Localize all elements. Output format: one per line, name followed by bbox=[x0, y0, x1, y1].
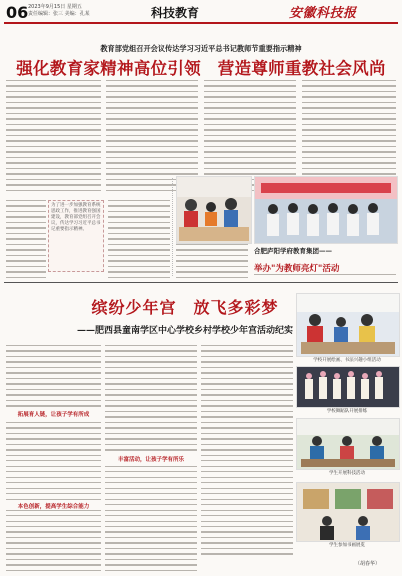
column-divider bbox=[172, 178, 173, 276]
feature-subhead-3: 丰富活动，让孩子学有所乐 bbox=[105, 455, 197, 463]
photo-art-exhibition bbox=[296, 482, 400, 542]
lead-body-col-6 bbox=[108, 200, 170, 278]
header-rule bbox=[4, 22, 398, 24]
photo-children-painting bbox=[176, 176, 252, 244]
lead-headline: 强化教育家精神高位引领 营造尊师重教社会风尚 bbox=[16, 59, 386, 78]
secondary-body bbox=[254, 274, 396, 280]
editor-line: 责任编辑：张三 美编：孔某 bbox=[28, 11, 90, 17]
secondary-headline: 举办"为教师亮灯"活动 bbox=[254, 264, 340, 274]
secondary-kicker: 合肥庐阳学府教育集团—— bbox=[254, 247, 332, 255]
lead-side-box: 为了进一步加强教育系统思政工作，推进教育强国建设，教育部党组召开会议，传达学习习近平总书记重要指示精神。 bbox=[48, 200, 104, 272]
feature-byline: （胡春华） bbox=[355, 561, 381, 567]
photo-science-activity bbox=[296, 418, 400, 470]
lead-body-col-5 bbox=[6, 200, 46, 278]
section-rule bbox=[4, 282, 398, 283]
caption-science-activity: 学生开展科技活动 bbox=[329, 471, 365, 476]
feature-subhead-2: 本色创新，提高学生综合能力 bbox=[6, 502, 101, 510]
caption-dance-group: 学校舞蹈队开展排练 bbox=[326, 409, 368, 414]
newspaper-masthead: 安徽科技报 bbox=[289, 6, 357, 21]
photo-art-class bbox=[296, 293, 400, 357]
feature-subhead-1: 拓展育人链，让孩子学有所成 bbox=[6, 410, 101, 418]
feature-headline: 缤纷少年宫 放飞多彩梦 bbox=[91, 298, 279, 317]
lead-body-col-1 bbox=[6, 80, 101, 195]
feature-body-col-3 bbox=[201, 345, 293, 555]
feature-body-col-1 bbox=[6, 345, 101, 573]
section-title: 科技教育 bbox=[151, 6, 200, 20]
photo-dance-group bbox=[296, 366, 400, 408]
page-number: 06 bbox=[6, 3, 29, 22]
feature-subheadline: ——肥西县童南学区中心学校乡村学校少年宫活动纪实 bbox=[76, 326, 293, 336]
caption-art-exhibition: 学生参加书画展览 bbox=[329, 543, 365, 548]
issue-date: 2023年9月15日 星期五 bbox=[28, 4, 82, 10]
photo-teacher-ceremony bbox=[254, 176, 398, 244]
caption-art-class: 学校开展绘画、书法兴趣小组活动 bbox=[313, 358, 381, 363]
lead-kicker: 教育部党组召开会议传达学习习近平总书记教师节重要指示精神 bbox=[100, 44, 302, 53]
